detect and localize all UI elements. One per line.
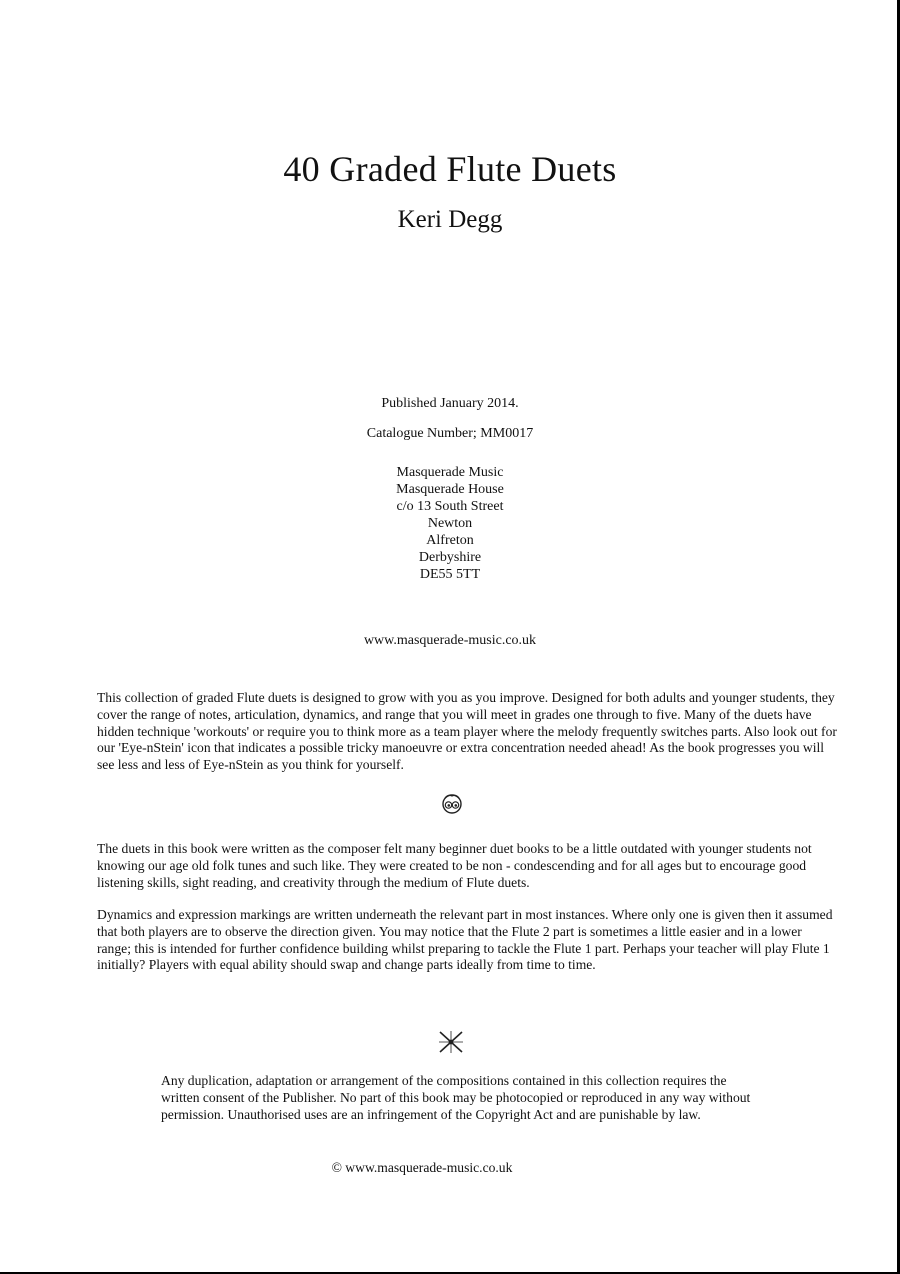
address-line: Masquerade House: [396, 482, 504, 497]
address-line: DE55 5TT: [419, 567, 481, 582]
book-title: 40 Graded Flute Duets: [283, 149, 617, 189]
published-date: Published January 2014.: [381, 396, 519, 411]
publisher-address: [0, 464, 900, 583]
address-line: Masquerade Music: [396, 465, 504, 480]
catalogue-number: Catalogue Number; MM0017: [366, 426, 534, 441]
website-link[interactable]: www.masquerade-music.co.uk: [363, 633, 537, 648]
dynamics-paragraph: Dynamics and expression markings are written underneath the relevant part in most instances. Where only one is given then it assumed that both players are to observe the direction given. You may notice that the Flute 2 part is sometimes a little easier and in a lower range; this is intended for further confidence building whilst preparing to tackle the Flute 1 part. Perhaps your teacher will play Flute 1 initially? Players with equal ability should swap and change parts ideally from time to time.: [97, 907, 833, 973]
address-line: c/o 13 South Street: [396, 499, 504, 514]
author-name: Keri Degg: [397, 206, 503, 233]
composer-paragraph: The duets in this book were written as the composer felt many beginner duet books to be a little outdated with younger students not knowing our age old folk tunes and such like. They were created to be non - condescending and for all ages but to encourage good listening skills, sight reading, and creativity through the medium of Flute duets.: [97, 841, 812, 890]
address-line: Alfreton: [426, 533, 474, 548]
intro-paragraph: This collection of graded Flute duets is designed to grow with you as you improve. Designed for both adults and younger students, they cover the range of notes, articulation, dynamics, and range that you will meet in grades one through to five. Many of the duets have hidden technique 'workouts' or require you to think more as a team player where the melody frequently switches parts. Also look out for our 'Eye-nStein' icon that indicates a possible tricky manoeuvre or extra concentration needed ahead! As the book progresses you will see less and less of Eye-nStein as you think for yourself.: [97, 690, 837, 773]
legal-notice: Any duplication, adaptation or arrangement of the compositions contained in this collection requires the written consent of the Publisher. No part of this book may be photocopied or reproduced in any way without permission. Unauthorised uses are an infringement of the Copyright Act and are punishable by law.: [161, 1073, 751, 1122]
address-line: Newton: [427, 516, 473, 531]
address-line: Derbyshire: [418, 550, 482, 565]
cross-ornament-icon: [437, 1029, 465, 1055]
copyright-notice: © www.masquerade-music.co.uk: [331, 1160, 513, 1175]
eye-nstein-icon: [439, 793, 465, 815]
